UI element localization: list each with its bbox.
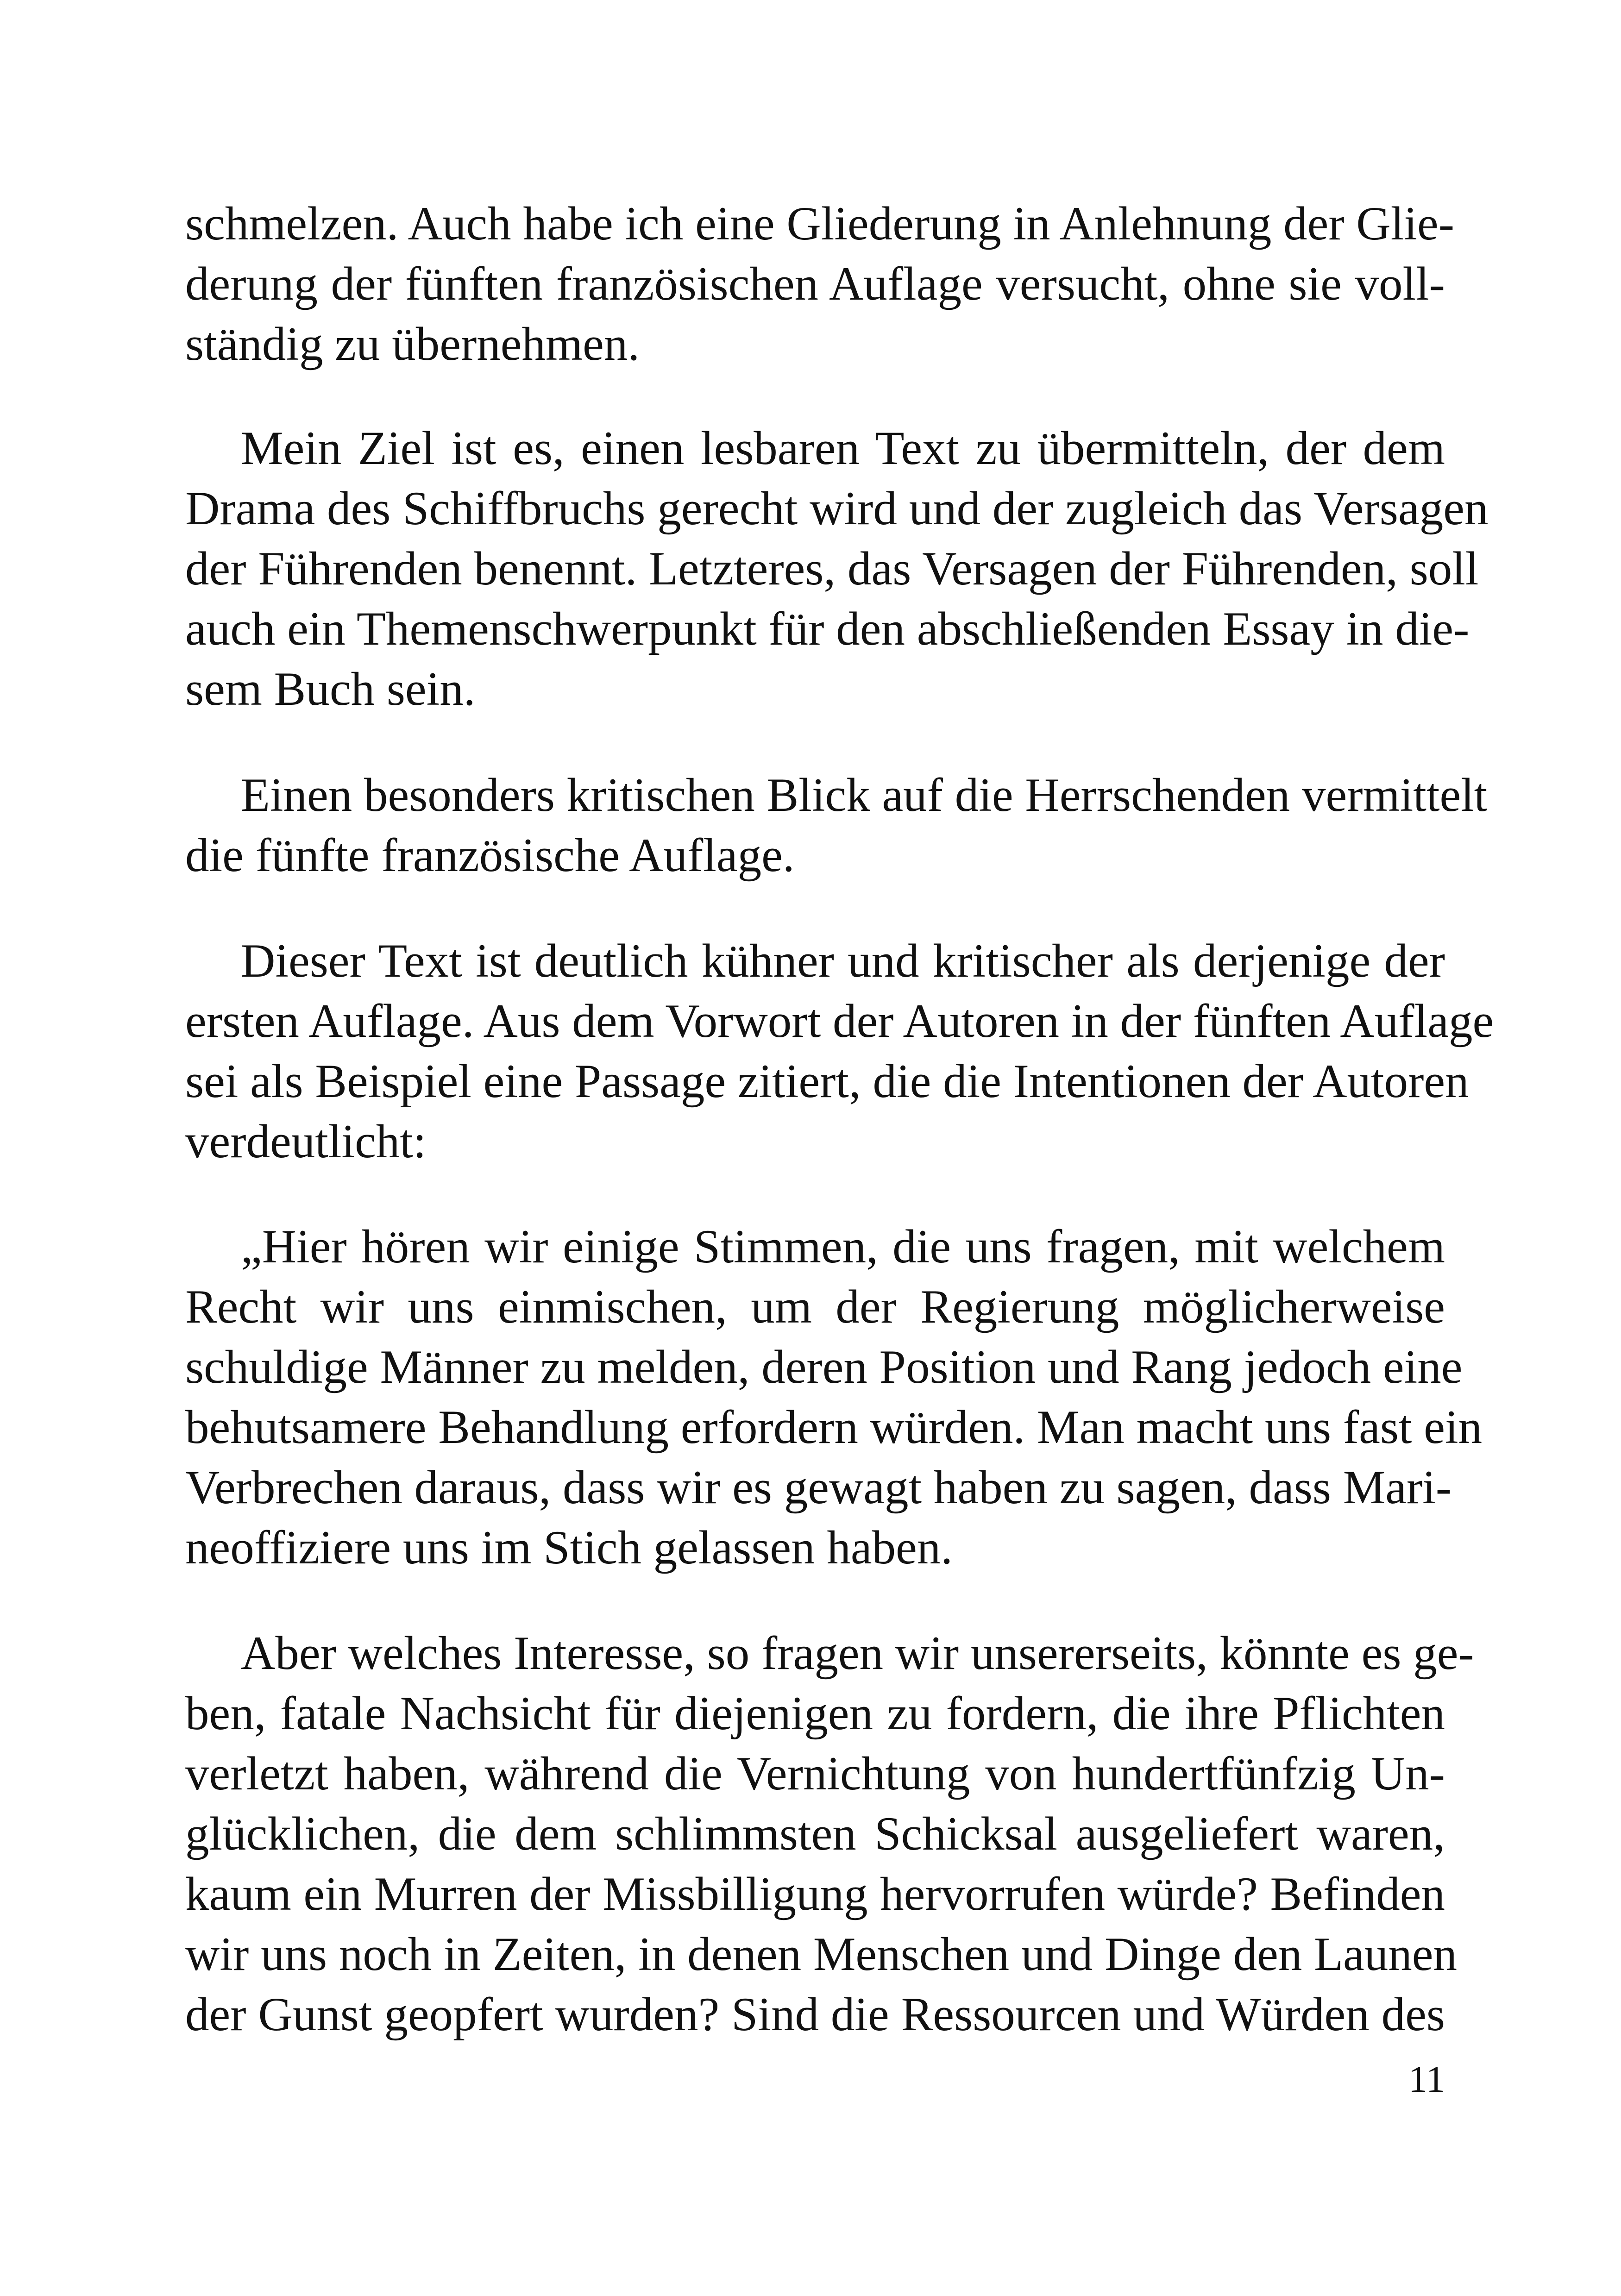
text-line: Einen besonders kritischen Blick auf die Herrschenden vermittelt <box>241 769 1488 822</box>
text-line: Mein Ziel ist es, einen lesbaren Text zu übermitteln, der dem <box>241 422 1445 475</box>
text-line: wir uns noch in Zeiten, in denen Menschen und Dinge den Launen <box>185 1928 1457 1981</box>
text-line: schmelzen. Auch habe ich eine Gliederung in Anlehnung der Glie- <box>185 197 1455 250</box>
text-line: ersten Auflage. Aus dem Vorwort der Autoren in der fünften Auflage <box>185 995 1494 1048</box>
text-line: sem Buch sein. <box>185 663 476 715</box>
text-line: Drama des Schiffbruchs gerecht wird und der zugleich das Versagen <box>185 482 1489 535</box>
text-line: kaum ein Murren der Missbilligung hervorrufen würde? Befinden <box>185 1868 1445 1920</box>
text-line: ben, fatale Nachsicht für diejenigen zu fordern, die ihre Pflichten <box>185 1687 1445 1740</box>
text-line: Recht wir uns einmischen, um der Regierung möglicherweise <box>185 1280 1445 1333</box>
text-line: glücklichen, die dem schlimmsten Schicksal ausgeliefert waren, <box>185 1807 1445 1860</box>
text-line: schuldige Männer zu melden, deren Position und Rang jedoch eine <box>185 1341 1463 1393</box>
text-line: sei als Beispiel eine Passage zitiert, die die Intentionen der Autoren <box>185 1055 1469 1108</box>
text-line: der Führenden benennt. Letzteres, das Versagen der Führenden, soll <box>185 542 1479 595</box>
page-number: 11 <box>1408 2058 1445 2100</box>
text-line: verletzt haben, während die Vernichtung von hundertfünfzig Un- <box>185 1747 1445 1800</box>
text-line: ständig zu übernehmen. <box>185 318 640 370</box>
text-line: derung der fünften französischen Auflage versucht, ohne sie voll- <box>185 257 1445 310</box>
text-line: verdeutlicht: <box>185 1115 427 1168</box>
text-line: die fünfte französische Auflage. <box>185 829 795 882</box>
text-line: der Gunst geopfert wurden? Sind die Ressourcen und Würden des <box>185 1988 1445 2041</box>
text-line: Verbrechen daraus, dass wir es gewagt haben zu sagen, dass Mari- <box>185 1461 1452 1514</box>
text-line: Dieser Text ist deutlich kühner und kritischer als derjenige der <box>241 935 1445 987</box>
text-line: neoffiziere uns im Stich gelassen haben. <box>185 1521 953 1574</box>
text-line: auch ein Themenschwerpunkt für den abschließenden Essay in die- <box>185 602 1470 655</box>
text-line: behutsamere Behandlung erfordern würden. Man macht uns fast ein <box>185 1401 1483 1454</box>
text-line: Aber welches Interesse, so fragen wir unsererseits, könnte es ge- <box>241 1627 1474 1680</box>
text-line: „Hier hören wir einige Stimmen, die uns fragen, mit welchem <box>241 1220 1445 1273</box>
